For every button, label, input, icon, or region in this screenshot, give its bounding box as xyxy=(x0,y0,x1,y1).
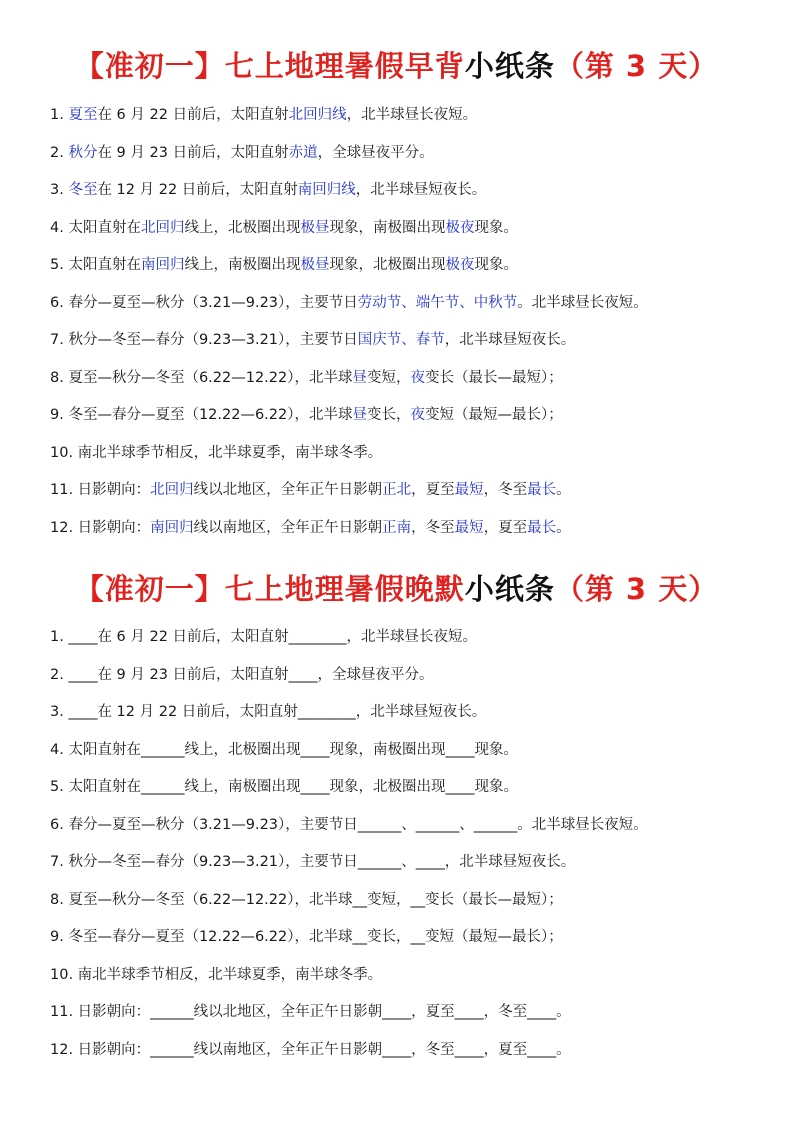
keyword-text: 南回归 xyxy=(150,519,194,536)
keyword-text: 最长 xyxy=(527,482,557,498)
morning-item-12 xyxy=(50,510,750,548)
evening-item-8 xyxy=(50,882,750,920)
evening-item-9 xyxy=(50,919,750,957)
item-text: 线上，北极圈出现 xyxy=(184,219,301,236)
item-text: ，北半球昼短夜长。 xyxy=(355,182,487,198)
item-text: ，全球昼夜平分。 xyxy=(317,144,434,161)
evening-section xyxy=(0,567,793,1058)
evening-item-2 xyxy=(50,657,750,695)
morning-item-9 xyxy=(50,397,750,435)
item-text: 现象，北极圈出现 xyxy=(329,257,446,273)
keyword-text: 夏至 xyxy=(68,107,98,123)
item-text: 在 12 月 22 日前后，太阳直射 xyxy=(97,182,298,198)
item-text: 4. 太阳直射在______线上，北极圈出现____现象，南极圈出现____现象。 xyxy=(50,741,518,758)
morning-item-6 xyxy=(50,285,750,323)
evening-item-3 xyxy=(50,694,750,732)
morning-item-3 xyxy=(50,172,750,210)
morning-item-5 xyxy=(50,247,750,285)
item-text: 10. 南北半球季节相反，北半球夏季，南半球冬季。 xyxy=(50,444,383,461)
keyword-text: 极夜 xyxy=(445,257,475,273)
item-text: 。 xyxy=(556,482,571,498)
item-text: 5. 太阳直射在______线上，南极圈出现____现象，北极圈出现____现象。 xyxy=(50,779,518,795)
keyword-text: 极昼 xyxy=(300,219,330,236)
evening-item-10 xyxy=(50,957,750,995)
morning-item-2 xyxy=(50,135,750,173)
item-text: 2. ____在 9 月 23 日前后，太阳直射____，全球昼夜平分。 xyxy=(50,666,434,683)
item-text: 8. 夏至—秋分—冬至（6.22—12.22），北半球 xyxy=(50,369,353,386)
item-text: 现象。 xyxy=(474,257,518,273)
item-text: 在 9 月 23 日前后，太阳直射 xyxy=(97,144,289,161)
item-text: 2. xyxy=(50,144,69,161)
keyword-text: 北回归 xyxy=(150,482,194,498)
item-text: 7. 秋分—冬至—春分（9.23—3.21），主要节日______、____，北半球昼短夜长。 xyxy=(50,854,576,870)
keyword-text: 极夜 xyxy=(445,219,475,236)
item-text: 1. xyxy=(50,107,69,123)
morning-item-8 xyxy=(50,360,750,398)
evening-item-5 xyxy=(50,769,750,807)
keyword-text: 秋分 xyxy=(68,144,98,161)
item-text: 。北半球昼长夜短。 xyxy=(517,294,648,311)
evening-item-4 xyxy=(50,732,750,770)
item-text: 12. 日影朝向：______线以南地区，全年正午日影朝____，冬至____，夏至____。 xyxy=(50,1041,571,1058)
item-text: 3. ____在 12 月 22 日前后，太阳直射________，北半球昼短夜长。 xyxy=(50,704,487,720)
evening-title-prefix: 【准初一】七上地理暑假晚默 xyxy=(74,572,465,606)
item-text: 9. 冬至—春分—夏至（12.22—6.22），北半球 xyxy=(50,407,353,423)
item-text: 3. xyxy=(50,182,69,198)
morning-item-4 xyxy=(50,210,750,248)
item-text: 7. 秋分—冬至—春分（9.23—3.21），主要节日 xyxy=(50,332,358,348)
morning-item-11 xyxy=(50,472,750,510)
evening-title-mid: 小纸条 xyxy=(464,572,555,606)
item-text: 6. 春分—夏至—秋分（3.21—9.23），主要节日______、______、______。北半球昼长夜短。 xyxy=(50,816,648,833)
morning-section xyxy=(0,44,793,536)
item-text: ，冬至 xyxy=(483,482,528,498)
item-text: 变短， xyxy=(367,369,411,386)
keyword-text: 国庆节、春节 xyxy=(357,332,445,348)
item-text: ，北半球昼短夜长。 xyxy=(444,332,576,348)
keyword-text: 冬至 xyxy=(68,182,98,198)
evening-item-12 xyxy=(50,1032,750,1070)
keyword-text: 北回归 xyxy=(140,219,185,236)
item-text: 6. 春分—夏至—秋分（3.21—9.23），主要节日 xyxy=(50,294,358,311)
morning-title-prefix: 【准初一】七上地理暑假早背 xyxy=(74,49,465,83)
item-text: 变短（最短—最长）； xyxy=(425,407,563,423)
keyword-text: 夜 xyxy=(410,369,425,386)
morning-title-suffix: （第 3 天） xyxy=(554,49,719,83)
evening-item-7 xyxy=(50,844,750,882)
evening-item-11 xyxy=(50,994,750,1032)
keyword-text: 正南 xyxy=(382,519,412,536)
item-text: ，夏至 xyxy=(483,519,528,536)
keyword-text: 南回归 xyxy=(140,257,185,273)
evening-item-1 xyxy=(50,619,750,657)
item-text: 8. 夏至—秋分—冬至（6.22—12.22），北半球__变短，__变长（最长—最短）； xyxy=(50,891,563,908)
morning-item-1 xyxy=(50,97,750,135)
keyword-text: 最短 xyxy=(454,482,484,498)
morning-title-mid: 小纸条 xyxy=(464,49,555,83)
keyword-text: 最短 xyxy=(454,519,484,536)
evening-title-suffix: （第 3 天） xyxy=(554,572,719,606)
item-text: 11. 日影朝向： xyxy=(50,482,151,498)
item-text: 变长， xyxy=(367,407,411,423)
keyword-text: 北回归线 xyxy=(288,107,347,123)
morning-list xyxy=(50,97,750,547)
keyword-text: 夜 xyxy=(410,407,425,423)
item-text: 变长（最长—最短）； xyxy=(425,369,563,386)
keyword-text: 劳动节、端午节、中秋节 xyxy=(357,294,518,311)
item-text: 12. 日影朝向： xyxy=(50,519,151,536)
keyword-text: 极昼 xyxy=(300,257,330,273)
item-text: 11. 日影朝向：______线以北地区，全年正午日影朝____，夏至____，冬至____。 xyxy=(50,1004,571,1020)
item-text: 现象，南极圈出现 xyxy=(329,219,446,236)
evening-title xyxy=(0,567,793,611)
item-text: ，夏至 xyxy=(411,482,455,498)
evening-item-6 xyxy=(50,807,750,845)
item-text: ，北半球昼长夜短。 xyxy=(346,107,478,123)
item-text: 线以北地区，全年正午日影朝 xyxy=(193,482,383,498)
keyword-text: 昼 xyxy=(352,369,367,386)
item-text: 9. 冬至—春分—夏至（12.22—6.22），北半球__变长，__变短（最短—最长）； xyxy=(50,929,563,945)
item-text: 现象。 xyxy=(474,219,518,236)
morning-item-7 xyxy=(50,322,750,360)
item-text: 在 6 月 22 日前后，太阳直射 xyxy=(97,107,289,123)
keyword-text: 最长 xyxy=(527,519,557,536)
item-text: 10. 南北半球季节相反，北半球夏季，南半球冬季。 xyxy=(50,966,383,983)
item-text: 4. 太阳直射在 xyxy=(50,219,141,236)
item-text: 线以南地区，全年正午日影朝 xyxy=(193,519,383,536)
keyword-text: 赤道 xyxy=(288,144,318,161)
morning-item-10 xyxy=(50,435,750,473)
evening-list xyxy=(50,619,750,1069)
item-text: 。 xyxy=(556,519,571,536)
item-text: 5. 太阳直射在 xyxy=(50,257,141,273)
item-text: 1. ____在 6 月 22 日前后，太阳直射________，北半球昼长夜短。 xyxy=(50,629,478,645)
morning-title xyxy=(0,44,793,88)
keyword-text: 正北 xyxy=(382,482,412,498)
item-text: 线上，南极圈出现 xyxy=(184,257,301,273)
item-text: ，冬至 xyxy=(411,519,455,536)
keyword-text: 南回归线 xyxy=(297,182,356,198)
keyword-text: 昼 xyxy=(352,407,367,423)
